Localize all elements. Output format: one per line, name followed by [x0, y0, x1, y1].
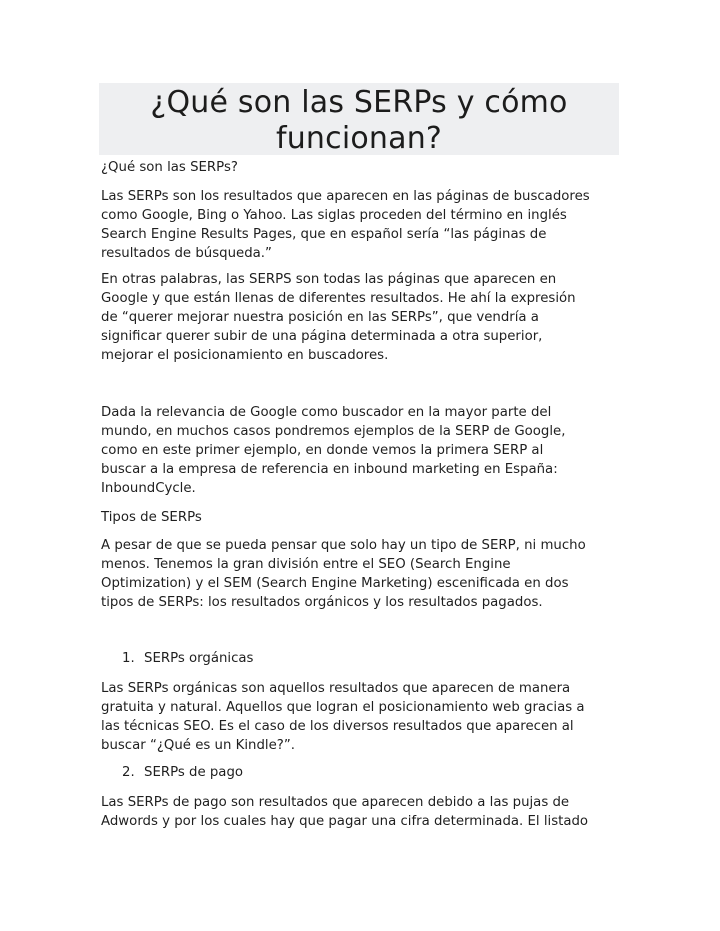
list-number: 2. — [122, 765, 135, 780]
paragraph-other-words: En otras palabras, las SERPS son todas las páginas que aparecen en Google y que están llenas de diferentes resultados. He ahí la expresión de “querer mejorar nuestra posición en las SERPs”, que vendría a significar querer subir de una página determinada a otra superior, mejorar el posicionamiento en buscadores. — [101, 272, 576, 363]
subheading-serp-types: Tipos de SERPs — [101, 510, 202, 525]
paragraph-organic: Las SERPs orgánicas son aquellos resultados que aparecen de manera gratuita y natural. Aquellos que logran el posicionamiento web gracias a las técnicas SEO. Es el caso de los diversos resultados que aparecen al buscar “¿Qué es un Kindle?”. — [101, 681, 585, 753]
paragraph-definition: Las SERPs son los resultados que aparecen en las páginas de buscadores como Google, Bing o Yahoo. Las siglas proceden del término en inglés Search Engine Results Pages, que en español sería “las páginas de resultados de búsqueda.” — [101, 189, 590, 261]
paragraph-serp-types: A pesar de que se pueda pensar que solo hay un tipo de SERP, ni mucho menos. Tenemos la gran división entre el SEO (Search Engine Optimization) y el SEM (Search Engine Marketing) escenificada en dos tipos de SERPs: los resultados orgánicos y los resultados pagados. — [101, 538, 586, 610]
list-label: SERPs orgánicas — [144, 651, 254, 666]
list-item-organic — [122, 649, 254, 668]
page-title: ¿Qué son las SERPs y cómo funcionan? — [150, 85, 568, 156]
list-item-paid — [122, 763, 243, 782]
paragraph-paid: Las SERPs de pago son resultados que aparecen debido a las pujas de Adwords y por los cuales hay que pagar una cifra determinada. El listado — [101, 795, 589, 829]
list-number: 1. — [122, 651, 135, 666]
subheading-what-are-serps: ¿Qué son las SERPs? — [101, 160, 238, 175]
list-label: SERPs de pago — [144, 765, 244, 780]
paragraph-google-relevance: Dada la relevancia de Google como buscador en la mayor parte del mundo, en muchos casos pondremos ejemplos de la SERP de Google, como en este primer ejemplo, en donde vemos la primera SERP al buscar a la empresa de referencia en inbound marketing en España: InboundCycle. — [101, 405, 566, 496]
